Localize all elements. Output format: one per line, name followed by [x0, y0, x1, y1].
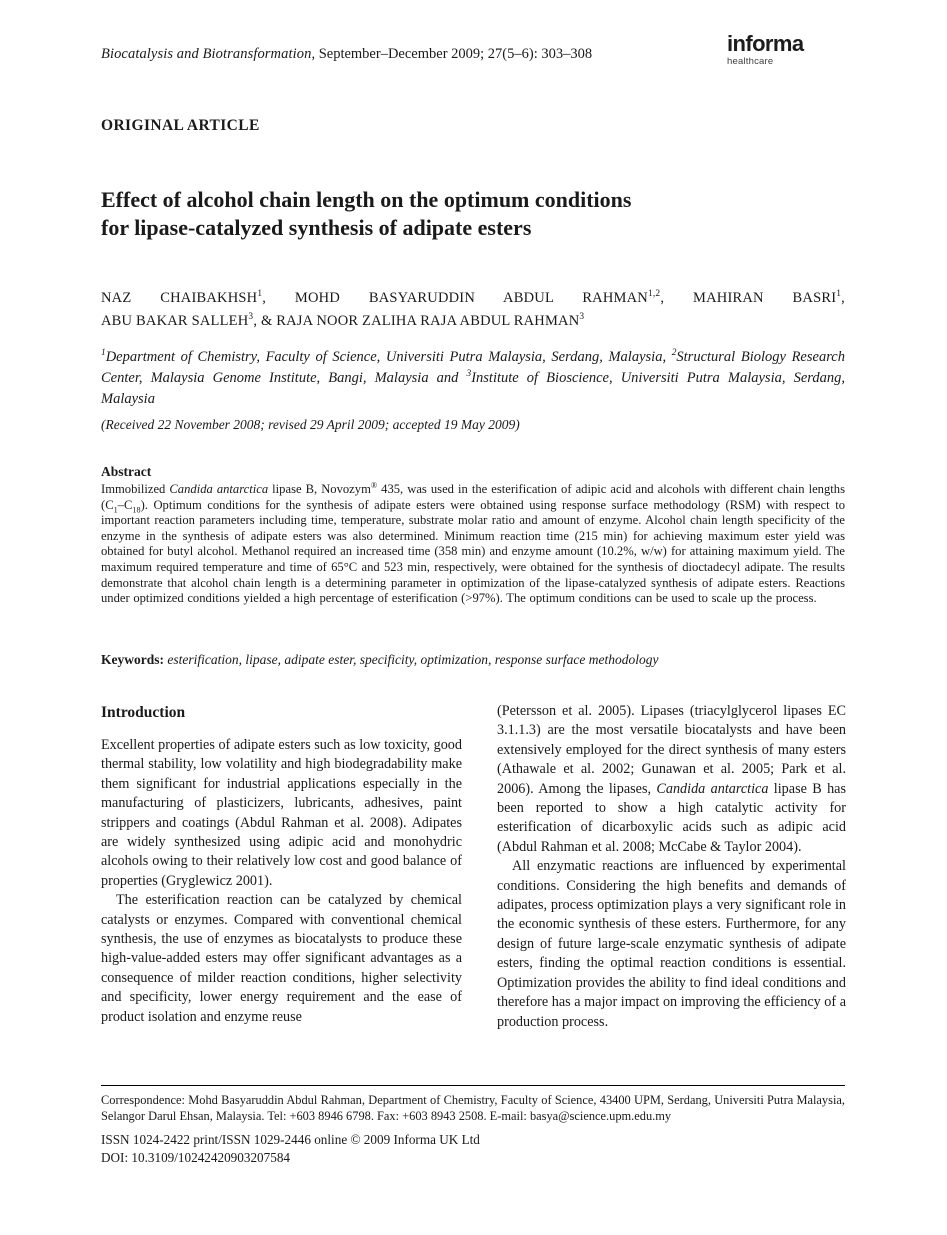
column-left: [101, 702, 462, 1027]
title-line-2: for lipase-catalyzed synthesis of adipate esters: [101, 215, 532, 240]
issn-line: ISSN 1024-2422 print/ISSN 1029-2446 online © 2009 Informa UK Ltd: [101, 1132, 480, 1147]
section-label: ORIGINAL ARTICLE: [101, 117, 260, 134]
keywords-text: esterification, lipase, adipate ester, specificity, optimization, response surface methodology: [167, 652, 659, 667]
journal-citation: Biocatalysis and Biotransformation, September–December 2009; 27(5–6): 303–308: [101, 46, 593, 62]
keywords-label: Keywords:: [101, 652, 164, 667]
author-list: [101, 287, 845, 333]
affiliation-line-3: Malaysia: [101, 391, 155, 407]
abstract-body: Immobilized Candida antarctica lipase B, Novozym® 435, was used in the esterification of adipic acid and alcohols with different chain lengths $(C_1-C_{18})$. Optimum conditions for the synthesis of adipate esters were obtained using response surface methodology (RSM) with respect to important reaction parameters including time, temperature, substrate molar ratio and amount of enzyme. Alcohol chain length specificity of the enzyme in the synthesis of adipate esters was also determined. Minimum reaction time (215 min) for achieving maximum ester yield was obtained for butyl alcohol. Methanol required an increased time (358 min) and enzyme amount (10.2%, w/w) for attaining maximum yield. The maximum required temperature and time of 65°C and 523 min, respectively, were obtained for the synthesis of dioctadecyl adipate. The results demonstrate that alcohol chain length is a determining parameter in optimization of the lipase-catalyzed synthesis of adipate esters. Reactions under optimized conditions yielded a high percentage of esterification (>97%). The optimum conditions can be used to scale up the process.: [101, 480, 845, 606]
title-line-1: Effect of alcohol chain length on the optimum conditions: [101, 187, 632, 212]
received-dates: (Received 22 November 2008; revised 29 April 2009; accepted 19 May 2009): [101, 417, 520, 432]
affiliation-line-2: Center, Malaysia Genome Institute, Bangi, Malaysia and $^3$Institute of Bioscience, Universiti Putra Malaysia, Serdang,: [101, 369, 845, 386]
keywords: [101, 652, 845, 668]
introduction-paragraph-2: The esterification reaction can be catalyzed by chemical catalysts or enzymes. Compared with conventional chemical synthesis, the use of enzymes as biocatalysts to produce these high-value-added esters may offer significant advantages as a consequence of milder reaction conditions, higher selectivity and specificity, lower energy requirement and the ease of product isolation and enzyme reuse: [101, 892, 462, 1025]
informa-logo-subtitle: healthcare: [727, 56, 774, 67]
informa-logo-wordmark: informa: [727, 31, 804, 56]
author-line-2: ABU BAKAR SALLEH$^3$, & RAJA NOOR ZALIHA RAJA ABDUL RAHMAN$^3$: [101, 312, 585, 329]
affiliations: [101, 347, 845, 410]
abstract-section: [101, 464, 845, 607]
introduction-heading: Introduction: [101, 704, 186, 721]
footnote-divider: [101, 1085, 845, 1086]
affiliation-line-1: $^1$Department of Chemistry, Faculty of Science, Universiti Putra Malaysia, Serdang, Malaysia, $^2$Structural Biology Research: [101, 348, 845, 365]
abstract-heading: Abstract: [101, 464, 152, 479]
introduction-paragraph-1: Excellent properties of adipate esters such as low toxicity, good thermal stability, low volatility and high biodegradability make them significant for industrial applications especially in the manufacturing of plasticizers, lubricants, adhesives, paint strippers and coatings (Abdul Rahman et al. 2008). Adipates are widely synthesized using adipic acid and monohydric alcohols owing to their relatively low cost and good balance of properties (Gryglewicz 2001).: [101, 737, 462, 889]
author-line-1: NAZ CHAIBAKHSH$^1$, MOHD BASYARUDDIN ABDUL RAHMAN$^{1,2}$, MAHIRAN BASRI$^1$,: [101, 289, 845, 306]
article-title: [101, 186, 845, 242]
correspondence-note: Correspondence: Mohd Basyaruddin Abdul Rahman, Department of Chemistry, Faculty of Science, 43400 UPM, Serdang, Universiti Putra Malaysia, Selangor Darul Ehsan, Malaysia. Tel: +603 8946 6798. Fax: +603 8943 2508. E-mail: basya@science.upm.edu.my: [101, 1093, 845, 1123]
doi-line: DOI: 10.3109/10242420903207584: [101, 1149, 291, 1165]
column-right: [497, 702, 846, 1032]
introduction-paragraph-4: All enzymatic reactions are influenced by experimental conditions. Considering the high benefits and demands of adipates, process optimization plays a very significant role in the economic synthesis of these esters. Furthermore, for any design of future large-scale enzymatic synthesis of adipate esters, finding the optimal reaction conditions is essential. Optimization provides the ability to find ideal conditions and therefore has a major impact on improving the efficiency of a production process.: [497, 858, 846, 1030]
imprint-block: [101, 1131, 845, 1166]
introduction-paragraph-3: (Petersson et al. 2005). Lipases (triacylglycerol lipases EC 3.1.1.3) are the most versatile biocatalysts and have been extensively employed for the direct synthesis of many esters (Athawale et al. 2002; Gunawan et al. 2005; Park et al. 2006). Among the lipases, Candida antarctica lipase B has been reported to show a high catalytic activity for esterification of dicarboxylic acids such as adipic acid (Abdul Rahman et al. 2008; McCabe & Taylor 2004).: [497, 703, 846, 855]
informa-healthcare-logo: [727, 31, 804, 67]
